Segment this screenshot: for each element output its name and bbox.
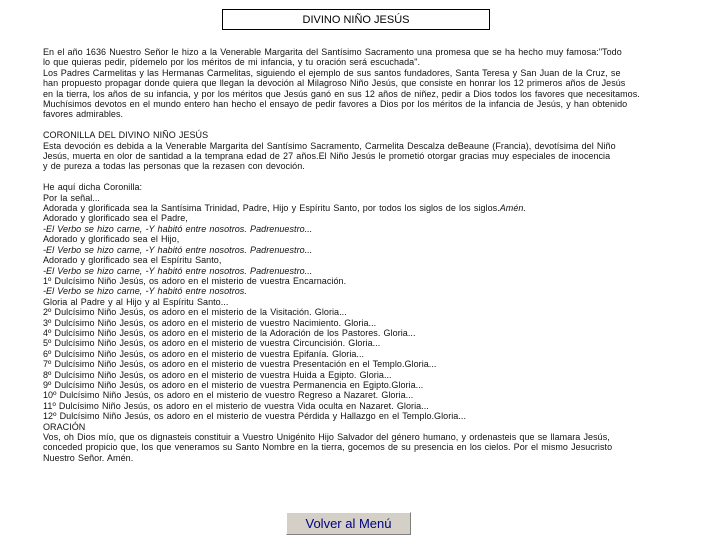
paragraph-gap — [43, 172, 683, 182]
mystery-line: 5º Dulcísimo Niño Jesús, os adoro en el misterio de vuestra Circuncisión. Gloria... — [43, 338, 381, 349]
text-line — [43, 224, 683, 234]
amen-text: Amén. — [499, 203, 526, 214]
mystery-line: 7º Dulcísimo Niño Jesús, os adoro en el misterio de vuestra Presentación en el Templo.Gloria... — [43, 359, 437, 370]
text-line: 1º Dulcísimo Niño Jesús, os adoro en el misterio de vuestra Encarnación. — [43, 275, 347, 286]
text-line: Adorado y glorificado sea el Espíritu Santo, — [43, 255, 222, 266]
prayer-text — [43, 47, 683, 463]
adorada-text: Adorada y glorificada sea la Santísima Trinidad, Padre, Hijo y Espíritu Santo, por todos los siglos de los siglos. — [43, 203, 500, 214]
text-line: Adorado y glorificado sea el Hijo, — [43, 234, 180, 245]
back-to-menu-button[interactable] — [286, 512, 411, 535]
mystery-line: 12º Dulcísimo Niño Jesús, os adoro en el misterio de vuestra Pérdida y Hallazgo en el Templo.Gloria... — [43, 411, 467, 422]
text-line: y de pureza a todas las personas que la rezasen con devoción. — [43, 161, 305, 172]
mystery-line: 2º Dulcísimo Niño Jesús, os adoro en el misterio de la Visitación. Gloria... — [43, 307, 347, 318]
text-line: lo que quieras pedir, pídemelo por los méritos de mi infancia, y tu oración será escuchada". — [43, 57, 420, 68]
mystery-line: 8º Dulcísimo Niño Jesús, os adoro en el misterio de vuestra Huida a Egipto. Gloria... — [43, 369, 392, 380]
text-line: Jesús, muerta en olor de santidad a la temprana edad de 27 años.El Niño Jesús le prometió otorgar gracias muy especiales de inocencia — [43, 151, 611, 162]
paragraph-gap — [43, 120, 683, 130]
text-line — [43, 203, 683, 213]
page-title — [222, 9, 490, 30]
text-line: en la tierra, los años de su infancia, y por los méritos que Jesús ganó en sus 12 años de niñez, pedir a Dios todos los favores que necesitamos. — [43, 88, 640, 99]
verbo-line: -El Verbo se hizo carne, -Y habitó entre nosotros. — [43, 286, 247, 297]
section-heading: ORACIÓN — [43, 421, 86, 432]
text-line: favores admirables. — [43, 109, 124, 120]
text-line — [43, 266, 683, 276]
text-line: Gloria al Padre y al Hijo y al Espíritu Santo... — [43, 296, 229, 307]
mystery-line: 10º Dulcísimo Niño Jesús, os adoro en el misterio de vuestro Regreso a Nazaret. Gloria... — [43, 390, 414, 401]
mystery-line: 11º Dulcísimo Niño Jesús, os adoro en el misterio de vuestra Vida oculta en Nazaret. Gloria... — [43, 400, 429, 411]
verbo-line: -El Verbo se hizo carne, -Y habitó entre nosotros. Padrenuestro... — [43, 223, 313, 234]
text-line: Adorado y glorificado sea el Padre, — [43, 213, 188, 224]
coronilla-section — [43, 130, 683, 172]
text-line: Por la señal... — [43, 192, 100, 203]
text-line — [43, 286, 683, 296]
text-line: conceded propicio que, los que veneramos su Santo Nombre en la tierra, gocemos de su presencia en los cielos. Por el mismo Jesucristo — [43, 442, 613, 453]
verbo-line: -El Verbo se hizo carne, -Y habitó entre nosotros. Padrenuestro... — [43, 244, 313, 255]
intro-section — [43, 47, 683, 120]
mystery-line: 6º Dulcísimo Niño Jesús, os adoro en el misterio de vuestra Epifanía. Gloria... — [43, 348, 365, 359]
mystery-line: 3º Dulcísimo Niño Jesús, os adoro en el misterio de vuestro Nacimiento. Gloria... — [43, 317, 377, 328]
text-line: Nuestro Señor. Amén. — [43, 452, 134, 463]
text-line: han propuesto propagar donde quiera que llegan la devoción al Milagroso Niño Jesús, que consiste en honrar los 12 primeros años de Jesús — [43, 78, 626, 89]
prayer-section — [43, 182, 683, 463]
verbo-line: -El Verbo se hizo carne, -Y habitó entre nosotros. Padrenuestro... — [43, 265, 313, 276]
mystery-line: 4º Dulcísimo Niño Jesús, os adoro en el misterio de la Adoración de los Pastores. Gloria... — [43, 327, 416, 338]
mystery-line: 9º Dulcísimo Niño Jesús, os adoro en el misterio de vuestra Permanencia en Egipto.Gloria... — [43, 379, 424, 390]
section-heading: CORONILLA DEL DIVINO NIÑO JESÚS — [43, 130, 209, 141]
text-line: Los Padres Carmelitas y las Hermanas Carmelitas, siguiendo el ejemplo de sus santos fundadores, Santa Teresa y San Juan de la Cruz, se — [43, 67, 621, 78]
back-to-menu-label: Volver al Menú — [305, 516, 392, 531]
text-line: He aquí dicha Coronilla: — [43, 182, 143, 193]
text-line: Muchísimos devotos en el mundo entero han hecho el ensayo de pedir favores a Dios por los méritos de la infancia de Jesús, y han obtenido — [43, 99, 628, 110]
text-line: En el año 1636 Nuestro Señor le hizo a la Venerable Margarita del Santísimo Sacramento una promesa que se ha hecho muy famosa:"Todo — [43, 47, 622, 57]
text-line — [43, 245, 683, 255]
text-line: Esta devoción es debida a la Venerable Margarita del Santísimo Sacramento, Carmelita Descalza deBeaune (Francia), devotísima del Niño — [43, 140, 616, 151]
text-line: Vos, oh Dios mío, que os dignasteis constituir a Vuestro Unigénito Hijo Salvador del género humano, y ordenasteis que se llamara Jesús, — [43, 432, 610, 442]
page-title-text: DIVINO NIÑO JESÚS — [302, 13, 410, 26]
